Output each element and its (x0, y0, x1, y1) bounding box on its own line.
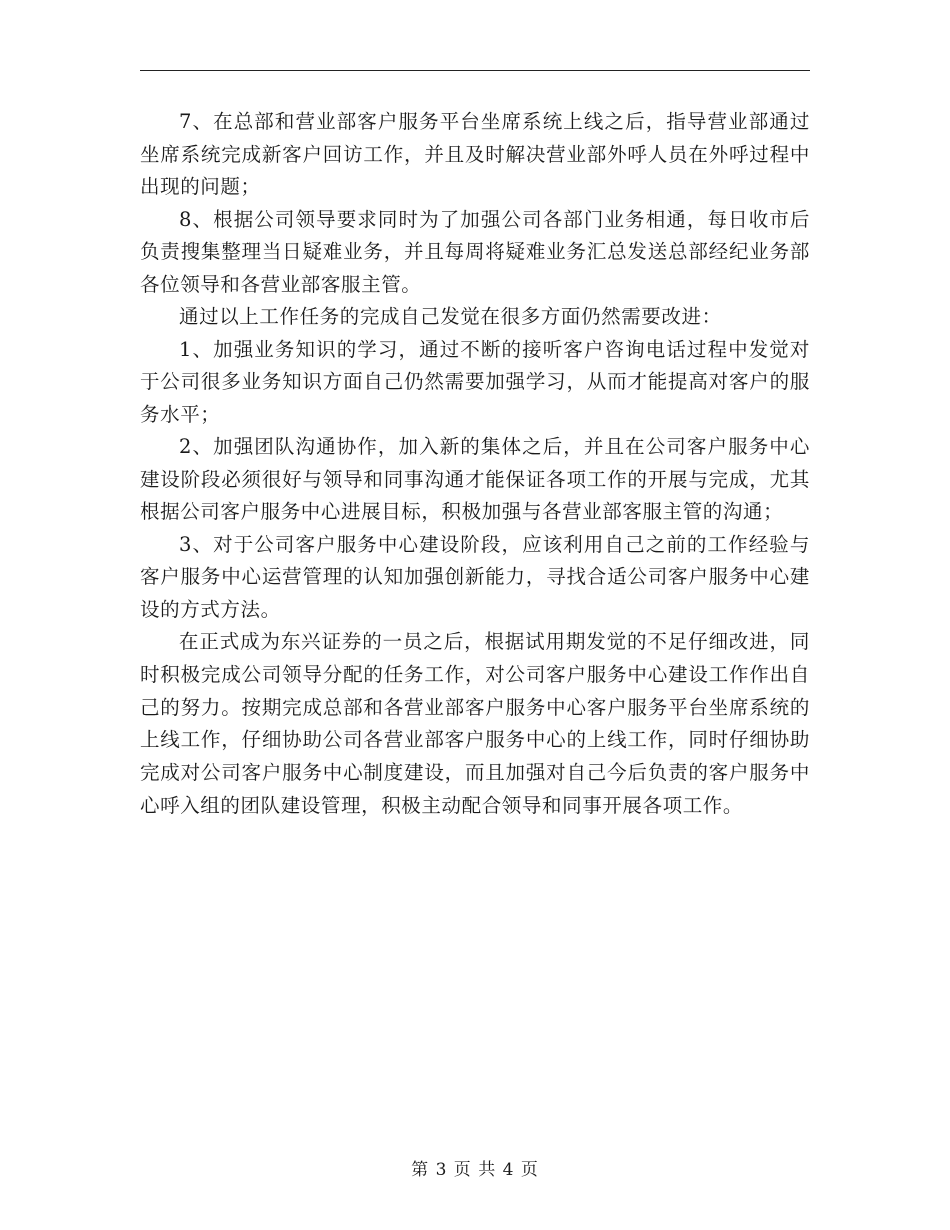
paragraph-item-8: 8、根据公司领导要求同时为了加强公司各部门业务相通，每日收市后负责搜集整理当日疑难业务，并且每周将疑难业务汇总发送总部经纪业务部各位领导和各营业部客服主管。 (140, 207, 810, 296)
paragraph-improvement-1: 1、加强业务知识的学习，通过不断的接听客户咨询电话过程中发觉对于公司很多业务知识方面自己仍然需要加强学习，从而才能提高对客户的服务水平； (140, 337, 810, 426)
document-body (140, 106, 810, 823)
paragraph-improvement-intro: 通过以上工作任务的完成自己发觉在很多方面仍然需要改进： (179, 305, 722, 328)
paragraph-item-7: 7、在总部和营业部客户服务平台坐席系统上线之后，指导营业部通过坐席系统完成新客户回访工作，并且及时解决营业部外呼人员在外呼过程中出现的问题； (140, 110, 810, 198)
paragraph-improvement-3: 3、对于公司客户服务中心建设阶段，应该利用自己之前的工作经验与客户服务中心运营管理的认知加强创新能力，寻找合适公司客户服务中心建设的方式方法。 (140, 532, 810, 621)
paragraph-improvement-2: 2、加强团队沟通协作，加入新的集体之后，并且在公司客户服务中心建设阶段必须很好与领导和同事沟通才能保证各项工作的开展与完成，尤其根据公司客户服务中心进展目标，积极加强与各营业部客服主管的沟通； (140, 435, 810, 523)
header-rule (140, 70, 810, 71)
page-number-footer: 第 3 页 共 4 页 (411, 1160, 539, 1180)
paragraph-conclusion: 在正式成为东兴证券的一员之后，根据试用期发觉的不足仔细改进，同时积极完成公司领导分配的任务工作，对公司客户服务中心建设工作作出自己的努力。按期完成总部和各营业部客户服务中心客户服务平台坐席系统的上线工作，仔细协助公司各营业部客户服务中心的上线工作，同时仔细协助完成对公司客户服务中心制度建设，而且加强对自己今后负责的客户服务中心呼入组的团队建设管理，积极主动配合领导和同事开展各项工作。 (140, 630, 810, 817)
